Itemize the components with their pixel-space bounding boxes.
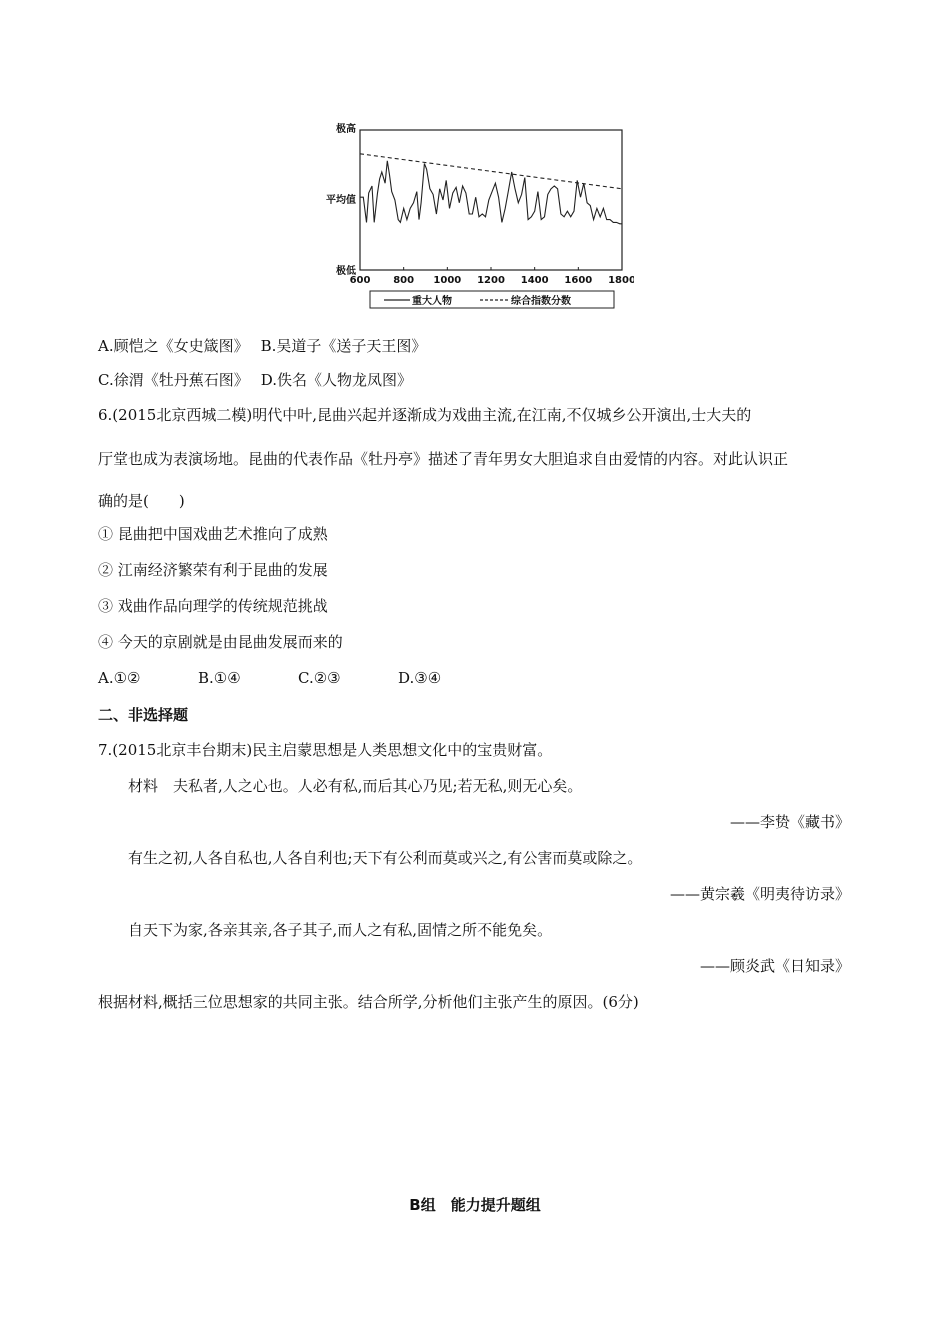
plot-frame — [360, 130, 622, 270]
y-label-very-high: 极高 — [336, 124, 356, 135]
x-tick-label: 1400 — [520, 275, 549, 286]
q6-item-2: ② 江南经济繁荣有利于昆曲的发展 — [98, 561, 328, 579]
q6-item-1: ① 昆曲把中国戏曲艺术推向了成熟 — [98, 525, 328, 543]
q7-question: 根据材料,概括三位思想家的共同主张。结合所学,分析他们主张产生的原因。(6分) — [98, 993, 639, 1011]
q6-stem-line-3: 确的是( ) — [98, 492, 185, 510]
q6-option-b[interactable]: B.①④ — [198, 669, 241, 687]
x-tick-label: 1800 — [608, 275, 634, 286]
comparison-line-chart — [318, 118, 634, 313]
q7-material-1: 材料 夫私者,人之心也。人必有私,而后其心乃见;若无私,则无心矣。 — [128, 777, 583, 795]
q6-option-c[interactable]: C.②③ — [298, 669, 341, 687]
series-line-major-figures — [360, 161, 622, 224]
x-tick-label: 600 — [349, 275, 371, 286]
legend-label-composite-index: 综合指数分数 — [511, 296, 571, 307]
q7-source-2: ——黄宗羲《明夷待访录》 — [669, 885, 850, 903]
y-label-average: 平均值 — [326, 195, 356, 206]
x-tick-label: 800 — [393, 275, 415, 286]
q5-options-row-1 — [98, 336, 426, 356]
q7-material-2: 有生之初,人各自私也,人各自利也;天下有公利而莫或兴之,有公害而莫或除之。 — [128, 849, 643, 867]
q6-item-3: ③ 戏曲作品向理学的传统规范挑战 — [98, 597, 328, 615]
q6-stem-line-1: 6.(2015北京西城二模)明代中叶,昆曲兴起并逐渐成为戏曲主流,在江南,不仅城乡公开演出,士大夫的 — [98, 406, 752, 424]
q7-material-3: 自天下为家,各亲其亲,各子其子,而人之有私,固情之所不能免矣。 — [128, 921, 553, 939]
q6-option-d[interactable]: D.③④ — [398, 669, 442, 687]
q5-option-d[interactable]: D.佚名《人物龙凤图》 — [260, 371, 412, 389]
y-label-very-low: 极低 — [336, 266, 356, 277]
q5-option-a[interactable]: A.顾恺之《女史箴图》 — [98, 337, 249, 355]
q7-source-3: ——顾炎武《日知录》 — [699, 957, 850, 975]
q7-source-1: ——李贽《藏书》 — [729, 813, 850, 831]
q7-stem: 7.(2015北京丰台期末)民主启蒙思想是人类思想文化中的宝贵财富。 — [98, 741, 553, 759]
q5-option-b[interactable]: B.吴道子《送子天王图》 — [260, 337, 427, 355]
q5-option-c[interactable]: C.徐渭《牡丹蕉石图》 — [98, 371, 249, 389]
x-tick-label: 1600 — [564, 275, 593, 286]
q6-stem-line-2: 厅堂也成为表演场地。昆曲的代表作品《牡丹亭》描述了青年男女大胆追求自由爱情的内容。对此认识正 — [98, 450, 789, 468]
legend-label-major-figures: 重大人物 — [412, 296, 452, 307]
x-tick-label: 1000 — [433, 275, 462, 286]
group-b-title: B组 能力提升题组 — [409, 1196, 541, 1214]
q6-item-4: ④ 今天的京剧就是由昆曲发展而来的 — [98, 633, 343, 651]
section-title: 二、非选择题 — [98, 706, 189, 724]
x-tick-label: 1200 — [477, 275, 505, 286]
q5-options-row-2 — [98, 370, 412, 390]
q6-options — [98, 668, 441, 688]
series-line-composite-index — [360, 154, 622, 189]
q6-option-a[interactable]: A.①② — [98, 669, 141, 687]
